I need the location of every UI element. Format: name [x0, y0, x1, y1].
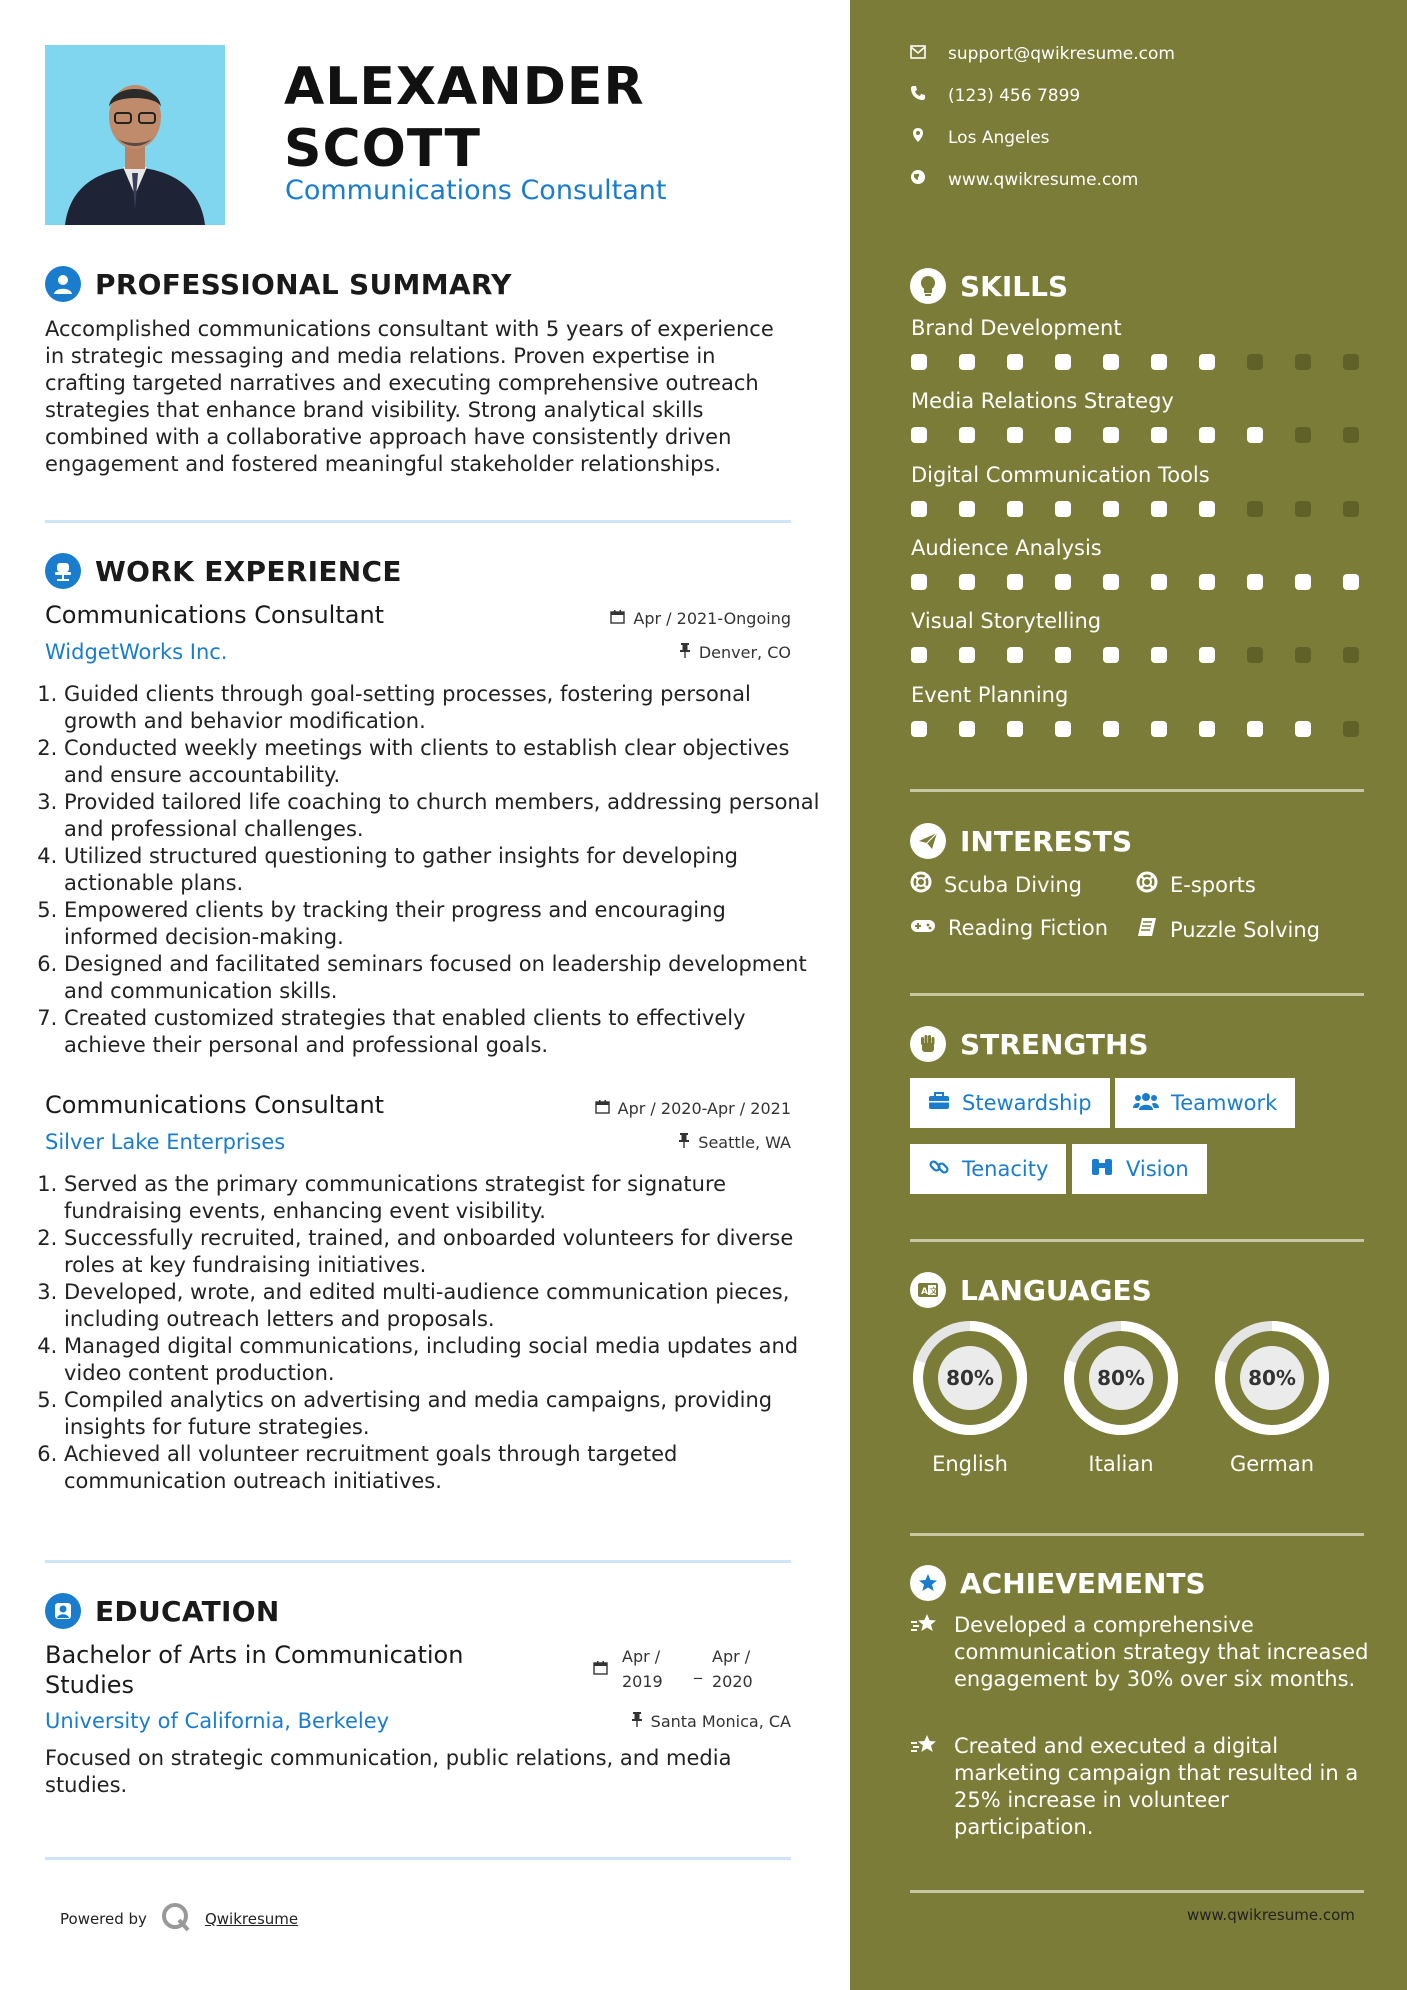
binoculars-icon: [1090, 1157, 1114, 1182]
calendar-icon: [593, 1660, 608, 1679]
degree-title: Bachelor of Arts in Communication Studies: [45, 1641, 464, 1699]
phone-icon: [910, 85, 926, 106]
skill-rating: [911, 501, 1359, 517]
skill-dot: [1247, 574, 1263, 590]
skill-dot: [1199, 427, 1215, 443]
language-ring: [1212, 1318, 1332, 1438]
strength-label: Tenacity: [962, 1157, 1049, 1181]
skill-dot: [1055, 427, 1071, 443]
skill-dot: [959, 574, 975, 590]
skill-dot: [1199, 647, 1215, 663]
skill-dot: [1007, 647, 1023, 663]
strengths-heading: [910, 1026, 1149, 1062]
skill-name: Visual Storytelling: [911, 609, 1102, 633]
list-item: 5. Compiled analytics on advertising and media campaigns, providing insights for future strategies.: [64, 1387, 824, 1441]
skill-dot: [959, 721, 975, 737]
pin-icon: [678, 1133, 690, 1152]
contact-website[interactable]: [910, 169, 1138, 190]
company-name: WidgetWorks Inc.: [45, 640, 228, 664]
sidebar-divider: [910, 993, 1364, 996]
job-title: Communications Consultant: [45, 601, 385, 629]
qwikresume-link[interactable]: Qwikresume: [204, 1910, 299, 1928]
skill-dot: [1055, 501, 1071, 517]
calendar-icon: [610, 609, 625, 628]
skill-dot: [1007, 721, 1023, 737]
job-bullets: [40, 681, 824, 1059]
skill-dot: [1343, 647, 1359, 663]
sidebar-divider: [910, 789, 1364, 792]
person-avatar-icon: [45, 45, 225, 225]
language-ring: [910, 1318, 1030, 1438]
skill-rating: [911, 354, 1359, 370]
profile-photo: [45, 45, 225, 225]
list-item: 6. Achieved all volunteer recruitment goals through targeted communication outreach initiatives.: [64, 1441, 824, 1495]
skill-dot: [959, 647, 975, 663]
strength-badge: [910, 1078, 1110, 1128]
skill-dot: [1247, 427, 1263, 443]
translate-icon: [910, 1272, 946, 1308]
powered-by-text: Powered by: [60, 1910, 147, 1928]
interest-item: [1136, 916, 1320, 943]
list-item: 2. Successfully recruited, trained, and onboarded volunteers for diverse roles at key fundraising initiatives.: [64, 1225, 824, 1279]
skill-name: Audience Analysis: [911, 536, 1102, 560]
skill-dot: [1007, 354, 1023, 370]
strength-label: Teamwork: [1171, 1091, 1278, 1115]
list-item: 1. Guided clients through goal-setting processes, fostering personal growth and behavior modification.: [64, 681, 824, 735]
language-item: [1212, 1318, 1332, 1476]
skill-dot: [1199, 574, 1215, 590]
calendar-icon: [595, 1099, 610, 1118]
life-ring-icon: [910, 871, 932, 898]
link-icon: [928, 1156, 950, 1183]
strengths-heading-text: STRENGTHS: [960, 1027, 1149, 1061]
skill-name: Brand Development: [911, 316, 1122, 340]
experience-heading: [45, 553, 402, 589]
job-title: Communications Consultant: [45, 1091, 385, 1119]
list-item: 4. Managed digital communications, including social media updates and video content production.: [64, 1333, 824, 1387]
skill-dot: [1151, 427, 1167, 443]
candidate-title: Communications Consultant: [285, 175, 667, 206]
achievements-heading-text: ACHIEVEMENTS: [960, 1566, 1206, 1600]
skill-dot: [911, 427, 927, 443]
skill-name: Digital Communication Tools: [911, 463, 1210, 487]
education-end: [712, 1644, 772, 1694]
experience-heading-text: WORK EXPERIENCE: [95, 554, 402, 588]
summary-text: Accomplished communications consultant with 5 years of experience in strategic messaging and media relations. Proven expertise in crafting targeted narratives and executing comprehensive outreach strategies that enhance brand visibility. Strong analytical skills combined with a collaborative approach have consistently driven engagement and fostered meaningful stakeholder relationships.: [45, 317, 774, 476]
contact-location: [910, 127, 1050, 148]
skill-dot: [1247, 721, 1263, 737]
education-location: [631, 1712, 791, 1731]
education-end-year: 2020: [712, 1672, 753, 1691]
contact-website-text: www.qwikresume.com: [948, 169, 1139, 190]
interest-item: [910, 916, 1108, 940]
svg-text:80%: 80%: [1097, 1366, 1145, 1390]
skill-dot: [1295, 647, 1311, 663]
job-dates: [595, 1099, 791, 1118]
education-start: [622, 1644, 682, 1694]
skill-dot: [1199, 354, 1215, 370]
user-icon: [45, 266, 81, 302]
star-badge-icon: [910, 1565, 946, 1601]
skill-dot: [1295, 721, 1311, 737]
job-location: [679, 643, 791, 662]
list-item: 4. Utilized structured questioning to gather insights for developing actionable plans.: [64, 843, 824, 897]
strength-badge: [1072, 1144, 1207, 1194]
skills-heading-text: SKILLS: [960, 269, 1069, 303]
skill-dot: [1199, 721, 1215, 737]
education-heading: [45, 1593, 280, 1629]
users-icon: [1133, 1091, 1159, 1115]
skill-dot: [911, 501, 927, 517]
languages-heading-text: LANGUAGES: [960, 1273, 1152, 1307]
divider: [45, 520, 791, 523]
interest-label: Puzzle Solving: [1170, 917, 1320, 942]
job-dates-text: Apr / 2020-Apr / 2021: [617, 1099, 791, 1118]
skill-dot: [911, 354, 927, 370]
language-item: [1061, 1318, 1181, 1476]
list-item: 2. Conducted weekly meetings with clients to establish clear objectives and ensure accountability.: [64, 735, 824, 789]
skill-dot: [1103, 721, 1119, 737]
skill-dot: [1055, 647, 1071, 663]
skills-heading: [910, 268, 1068, 304]
gamepad-icon: [910, 916, 936, 940]
skill-dot: [1151, 501, 1167, 517]
education-end-month: Apr /: [712, 1647, 751, 1666]
skill-dot: [1007, 427, 1023, 443]
lightbulb-icon: [910, 268, 946, 304]
skill-dot: [1151, 647, 1167, 663]
divider: [45, 1857, 791, 1860]
interest-item: [1136, 871, 1256, 898]
graduate-icon: [45, 1593, 81, 1629]
strength-label: Stewardship: [962, 1091, 1092, 1115]
interest-label: E-sports: [1170, 872, 1256, 897]
skill-dot: [1247, 501, 1263, 517]
skill-dot: [911, 574, 927, 590]
interest-item: [910, 871, 1082, 898]
skill-dot: [911, 647, 927, 663]
language-ring: [1061, 1318, 1181, 1438]
achievements-heading: [910, 1565, 1206, 1601]
skill-dot: [1343, 574, 1359, 590]
skill-dot: [1151, 354, 1167, 370]
powered-by: [60, 1902, 298, 1936]
date-separator: _: [694, 1659, 702, 1679]
skill-dot: [1295, 427, 1311, 443]
briefcase-chair-icon: [45, 553, 81, 589]
skill-rating: [911, 427, 1359, 443]
language-item: [910, 1318, 1030, 1476]
skill-dot: [1007, 574, 1023, 590]
contact-email[interactable]: [910, 44, 1175, 64]
svg-text:A: A: [921, 1287, 928, 1297]
interest-label: Scuba Diving: [944, 872, 1082, 897]
skill-dot: [1343, 501, 1359, 517]
skill-dot: [1103, 574, 1119, 590]
qwikresume-logo-icon: [161, 1902, 191, 1936]
job-dates: [610, 609, 791, 628]
education-dates: [593, 1644, 772, 1694]
svg-text:80%: 80%: [1248, 1366, 1296, 1390]
achievement-text: Developed a comprehensive communication strategy that increased engagement by 30% over six months.: [954, 1613, 1369, 1691]
skill-dot: [1343, 721, 1359, 737]
sidebar-divider: [910, 1533, 1364, 1536]
summary-heading-text: PROFESSIONAL SUMMARY: [95, 267, 512, 301]
life-ring-icon: [1136, 871, 1158, 898]
skill-dot: [1199, 501, 1215, 517]
skill-dot: [1055, 354, 1071, 370]
skill-dot: [1103, 427, 1119, 443]
list-item: 5. Empowered clients by tracking their progress and encouraging informed decision-making.: [64, 897, 824, 951]
svg-text:文: 文: [929, 1286, 938, 1296]
interest-label: Reading Fiction: [948, 916, 1109, 940]
achievement-item: [910, 1733, 1370, 1841]
skill-dot: [1103, 647, 1119, 663]
skill-dot: [1343, 354, 1359, 370]
job-location-text: Seattle, WA: [698, 1133, 791, 1152]
education-heading-text: EDUCATION: [95, 1594, 280, 1628]
skill-dot: [1295, 574, 1311, 590]
contact-phone: [910, 85, 1080, 106]
skill-dot: [1343, 427, 1359, 443]
school-name: University of California, Berkeley: [45, 1709, 390, 1733]
fist-icon: [910, 1026, 946, 1062]
language-name: Italian: [1088, 1452, 1154, 1476]
languages-heading: [910, 1272, 1152, 1308]
svg-text:80%: 80%: [946, 1366, 994, 1390]
skill-rating: [911, 647, 1359, 663]
candidate-name: ALEXANDER SCOTT: [284, 57, 645, 179]
sidebar-divider: [910, 1239, 1364, 1242]
globe-icon: [910, 169, 926, 190]
divider: [45, 1560, 791, 1563]
pin-icon: [679, 643, 691, 662]
skill-dot: [1103, 501, 1119, 517]
list-item: 3. Provided tailored life coaching to church members, addressing personal and professional challenges.: [64, 789, 824, 843]
job-dates-text: Apr / 2021-Ongoing: [633, 609, 791, 628]
footer-url[interactable]: www.qwikresume.com: [1187, 1906, 1355, 1924]
skill-dot: [1151, 721, 1167, 737]
skill-dot: [1007, 501, 1023, 517]
skill-dot: [1055, 574, 1071, 590]
job-location-text: Denver, CO: [698, 643, 791, 662]
list-item: 1. Served as the primary communications strategist for signature fundraising events, enhancing event visibility.: [64, 1171, 824, 1225]
education-start-year: 2019: [622, 1672, 663, 1691]
skill-dot: [1295, 501, 1311, 517]
job-location: [678, 1133, 791, 1152]
star-icon: [910, 1733, 940, 1841]
education-start-month: Apr /: [622, 1647, 661, 1666]
interests-heading: [910, 823, 1132, 859]
list-item: 7. Created customized strategies that enabled clients to effectively achieve their personal and professional goals.: [64, 1005, 824, 1059]
skill-dot: [1055, 721, 1071, 737]
contact-email-text: support@qwikresume.com: [948, 44, 1175, 64]
skill-dot: [1247, 647, 1263, 663]
skill-rating: [911, 721, 1359, 737]
pin-icon: [631, 1712, 643, 1731]
list-item: 6. Designed and facilitated seminars focused on leadership development and communication skills.: [64, 951, 824, 1005]
book-icon: [1136, 916, 1158, 943]
summary-heading: [45, 266, 512, 302]
contact-phone-text: (123) 456 7899: [948, 85, 1081, 106]
skill-name: Media Relations Strategy: [911, 389, 1174, 413]
strength-label: Vision: [1126, 1157, 1189, 1181]
strength-badge: [910, 1144, 1066, 1194]
strength-badge: [1115, 1078, 1295, 1128]
skill-dot: [1295, 354, 1311, 370]
education-location-text: Santa Monica, CA: [650, 1712, 791, 1731]
interests-heading-text: INTERESTS: [960, 824, 1133, 858]
achievement-item: [910, 1612, 1370, 1693]
skill-dot: [959, 427, 975, 443]
language-name: English: [932, 1452, 1008, 1476]
skill-dot: [911, 721, 927, 737]
skill-dot: [1103, 354, 1119, 370]
company-name: Silver Lake Enterprises: [45, 1130, 286, 1154]
skill-dot: [1151, 574, 1167, 590]
contact-location-text: Los Angeles: [948, 127, 1050, 148]
skill-dot: [1247, 354, 1263, 370]
envelope-icon: [910, 44, 926, 64]
skill-rating: [911, 574, 1359, 590]
achievement-text: Created and executed a digital marketing campaign that resulted in a 25% increase in volunteer participation.: [954, 1734, 1359, 1839]
star-icon: [910, 1612, 940, 1693]
map-marker-icon: [910, 127, 926, 148]
list-item: 3. Developed, wrote, and edited multi-audience communication pieces, including outreach letters and proposals.: [64, 1279, 824, 1333]
education-description: Focused on strategic communication, public relations, and media studies.: [45, 1746, 732, 1797]
skill-dot: [959, 501, 975, 517]
paper-plane-icon: [910, 823, 946, 859]
skill-name: Event Planning: [911, 683, 1069, 707]
language-name: German: [1229, 1452, 1315, 1476]
briefcase-icon: [928, 1091, 950, 1115]
skill-dot: [959, 354, 975, 370]
sidebar-divider: [910, 1890, 1364, 1893]
job-bullets: [40, 1171, 824, 1495]
